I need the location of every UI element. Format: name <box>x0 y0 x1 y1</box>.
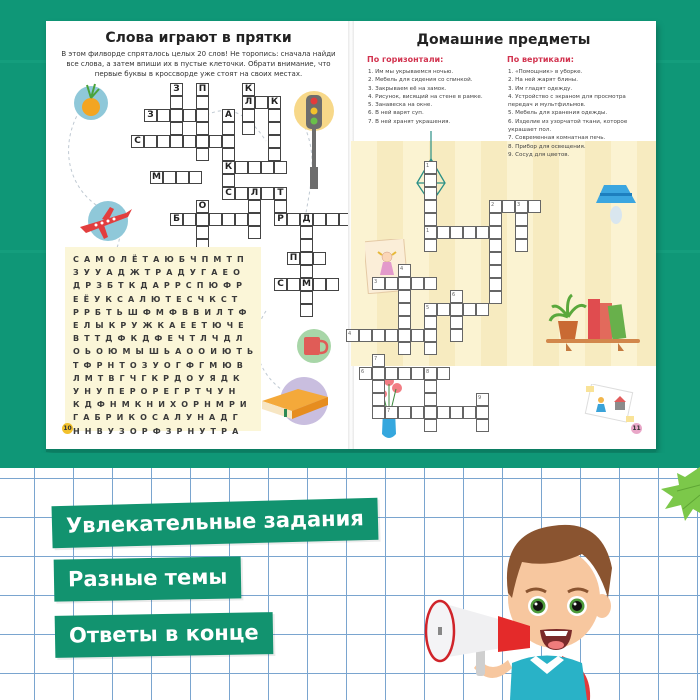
mug-illustration <box>294 328 334 368</box>
crossword-cell[interactable]: А <box>222 109 235 122</box>
crossword-cell[interactable] <box>489 213 502 226</box>
crossword-cell[interactable] <box>196 148 209 161</box>
feature-badge-engaging-tasks: Увлекательные задания <box>52 498 379 549</box>
crossword-cell[interactable] <box>463 303 476 316</box>
crossword-cell[interactable] <box>372 380 385 393</box>
crossword-cell[interactable] <box>424 200 437 213</box>
crossword-cell[interactable]: З <box>144 109 157 122</box>
word-search-row[interactable]: КДФНМКНИХОРНМРИ <box>73 400 252 410</box>
down-clue: 3. Им гладят одежду. <box>508 85 573 92</box>
down-clue: 8. Прибор для освещения. <box>508 143 586 150</box>
crossword-cell[interactable] <box>411 406 424 419</box>
crossword-cell[interactable] <box>450 329 463 342</box>
crossword-cell[interactable]: С <box>131 135 144 148</box>
down-clue-list <box>508 68 643 159</box>
crossword-cell[interactable] <box>242 122 255 135</box>
crossword-cell[interactable] <box>489 265 502 278</box>
crossword-cell[interactable] <box>398 316 411 329</box>
crossword-cell[interactable] <box>183 109 196 122</box>
traffic-light-illustration <box>294 89 334 203</box>
crossword-cell[interactable] <box>424 419 437 432</box>
crossword-cell[interactable] <box>476 393 489 406</box>
crossword-cell[interactable] <box>222 148 235 161</box>
airplane-illustration <box>76 199 136 248</box>
crossword-cell[interactable] <box>489 278 502 291</box>
crossword-cell[interactable] <box>196 226 209 239</box>
crossword-cell[interactable]: Б <box>170 213 183 226</box>
crossword-cell[interactable] <box>463 406 476 419</box>
crossword-cell[interactable] <box>424 213 437 226</box>
book-illustration <box>258 371 333 430</box>
crossword-cell[interactable] <box>248 226 261 239</box>
crossword-cell[interactable] <box>398 264 411 277</box>
shelf-plant-books-illustration <box>546 291 646 360</box>
crossword-cell[interactable] <box>170 122 183 135</box>
crossword-cell[interactable] <box>424 406 437 419</box>
cell-number: 1 <box>426 163 430 169</box>
crossword-cell[interactable] <box>476 303 489 316</box>
crossword-cell[interactable] <box>424 329 437 342</box>
across-clue: 5. Занавеска на окне. <box>368 102 433 109</box>
crossword-cell[interactable] <box>261 187 274 200</box>
page-number-right: 11 <box>632 425 641 432</box>
word-search-row[interactable]: ВТТДФКДФЕЧТЛЧДЛ <box>73 334 248 344</box>
down-heading: По вертикали: <box>507 55 574 64</box>
child-drawing-illustration <box>584 384 636 430</box>
crossword-cell[interactable] <box>222 174 235 187</box>
crossword-cell[interactable]: К <box>268 96 281 109</box>
down-clue: 6. Изделие из узорчатой ткани, которое украшает пол. <box>508 118 628 134</box>
crossword-cell[interactable] <box>424 367 437 380</box>
feature-badge-answers-at-end: Ответы в конце <box>55 612 273 658</box>
crossword-cell[interactable] <box>450 406 463 419</box>
crossword-cell[interactable] <box>424 303 437 316</box>
crossword-cell[interactable] <box>398 367 411 380</box>
boy-with-megaphone-illustration <box>412 488 652 700</box>
down-clue: 1. «Помощник» в уборке. <box>508 69 583 75</box>
crossword-cell[interactable] <box>170 96 183 109</box>
crossword-cell[interactable] <box>268 135 281 148</box>
crossword-cell[interactable] <box>274 161 287 174</box>
crossword-cell[interactable] <box>411 329 424 342</box>
word-search-row[interactable]: РРБТЬШФМФВВИЛТФ <box>73 307 252 317</box>
across-heading: По горизонтали: <box>367 55 444 64</box>
crossword-cell[interactable] <box>144 135 157 148</box>
crossword-cell[interactable] <box>476 226 489 239</box>
left-page <box>46 21 351 449</box>
crossword-cell[interactable] <box>235 161 248 174</box>
crossword-cell[interactable] <box>222 122 235 135</box>
table-lamp-illustration <box>594 181 639 245</box>
crossword-cell[interactable] <box>313 252 326 265</box>
crossword-cell[interactable] <box>372 406 385 419</box>
across-clue-list <box>368 68 508 126</box>
crossword-cell[interactable] <box>424 316 437 329</box>
crossword-cell[interactable] <box>235 213 248 226</box>
word-search-grid <box>65 247 261 436</box>
crossword-cell[interactable] <box>346 329 359 342</box>
word-search-row[interactable]: ГАБРИКОСАЛУНАДГ <box>73 413 243 423</box>
crossword-cell[interactable]: М <box>300 278 313 291</box>
right-page <box>348 21 656 449</box>
crossword-cell[interactable] <box>372 393 385 406</box>
crossword-cell[interactable] <box>450 290 463 303</box>
crossword-cell[interactable] <box>300 265 313 278</box>
crossword-cell[interactable]: П <box>287 252 300 265</box>
crossword-cell[interactable] <box>424 380 437 393</box>
crossword-cell[interactable] <box>235 187 248 200</box>
down-clue: 2. На ней жарят блины. <box>508 77 578 84</box>
word-search-row[interactable]: ОЬОЮМЫШЬАООИЮТЬ <box>73 347 259 357</box>
crossword-cell[interactable] <box>489 291 502 304</box>
crossword-cell[interactable] <box>489 252 502 265</box>
cell-number: 4 <box>400 266 404 272</box>
crossword-cell[interactable] <box>268 109 281 122</box>
cell-number: 1 <box>426 228 430 234</box>
crossword-cell[interactable] <box>424 342 437 355</box>
crossword-cell[interactable] <box>385 367 398 380</box>
crossword-cell[interactable]: Л <box>242 96 255 109</box>
word-search-row[interactable]: ННВУЗОРФЗРНУТРА <box>73 426 244 436</box>
cell-number: 3 <box>517 202 521 208</box>
crossword-cell[interactable] <box>222 135 235 148</box>
crossword-cell[interactable] <box>268 122 281 135</box>
crossword-cell[interactable] <box>398 290 411 303</box>
cell-number: 9 <box>478 395 482 401</box>
crossword-cell[interactable]: Р <box>274 213 287 226</box>
crossword-cell[interactable] <box>196 109 209 122</box>
crossword-cell[interactable] <box>424 187 437 200</box>
down-clue: 5. Мебель для хранения одежды. <box>508 110 608 117</box>
crossword-cell[interactable] <box>183 213 196 226</box>
crossword-cell[interactable] <box>528 200 541 213</box>
crossword-cell[interactable] <box>398 277 411 290</box>
word-search-row[interactable]: ЛМТВГЧГКРДОУЯДК <box>73 373 245 383</box>
crossword-cell[interactable] <box>424 239 437 252</box>
crossword-cell[interactable] <box>424 393 437 406</box>
crossword-cell[interactable] <box>313 278 326 291</box>
open-book <box>46 21 656 449</box>
cell-number: 8 <box>426 369 430 375</box>
maple-leaf-illustration <box>655 465 700 529</box>
crossword-cell[interactable] <box>170 109 183 122</box>
down-clue: 7. Современная комнатная печь. <box>508 135 606 142</box>
green-divider-strip <box>0 453 700 469</box>
crossword-cell[interactable] <box>196 135 209 148</box>
crossword-cell[interactable] <box>398 303 411 316</box>
crossword-cell[interactable] <box>157 135 170 148</box>
crossword-cell[interactable] <box>300 304 313 317</box>
crossword-cell[interactable] <box>248 200 261 213</box>
crossword-cell[interactable] <box>255 96 268 109</box>
word-search-row[interactable]: УНУПЕРОРЕГРТЧУН <box>73 387 241 397</box>
crossword-cell[interactable] <box>372 329 385 342</box>
cell-number: 6 <box>452 292 456 298</box>
crossword-cell[interactable] <box>437 367 450 380</box>
crossword-cell[interactable] <box>424 226 437 239</box>
crossword-cell[interactable] <box>411 277 424 290</box>
crossword-cell[interactable] <box>450 316 463 329</box>
crossword-cell[interactable]: О <box>196 200 209 213</box>
crossword-cell[interactable]: К <box>222 161 235 174</box>
cell-number: 6 <box>361 369 365 375</box>
crossword-cell[interactable] <box>385 329 398 342</box>
cell-number: 4 <box>348 331 352 337</box>
crossword-cell[interactable] <box>209 135 222 148</box>
crossword-cell[interactable] <box>515 213 528 226</box>
crossword-cell[interactable] <box>437 226 450 239</box>
feature-badge-various-topics: Разные темы <box>54 556 242 601</box>
crossword-cell[interactable] <box>300 291 313 304</box>
crossword-cell[interactable] <box>248 161 261 174</box>
crossword-cell[interactable] <box>313 213 326 226</box>
crossword-cell[interactable] <box>261 161 274 174</box>
crossword-cell[interactable] <box>170 135 183 148</box>
cell-number: 5 <box>426 305 430 311</box>
crossword-cell[interactable] <box>242 109 255 122</box>
crossword-cell[interactable] <box>411 367 424 380</box>
across-clue: 2. Мебель для сидения со спинкой. <box>368 77 473 84</box>
crossword-cell[interactable] <box>476 406 489 419</box>
crossword-cell[interactable] <box>183 135 196 148</box>
across-clue: 3. Закрываем её на замок. <box>368 85 447 92</box>
crossword-cell[interactable]: Л <box>248 187 261 200</box>
cell-number: 7 <box>374 356 378 362</box>
crossword-cell[interactable] <box>424 277 437 290</box>
crossword-cell[interactable]: М <box>150 171 163 184</box>
crossword-cell[interactable]: З <box>170 83 183 96</box>
crossword-cell[interactable]: П <box>196 83 209 96</box>
crossword-cell[interactable] <box>222 213 235 226</box>
crossword-cell[interactable] <box>489 200 502 213</box>
crossword-cell[interactable] <box>287 278 300 291</box>
onion-illustration <box>71 81 111 125</box>
crossword-cell[interactable] <box>359 367 372 380</box>
across-clue: 1. Им мы укрываемся ночью. <box>368 69 454 75</box>
crossword-cell[interactable] <box>326 213 339 226</box>
crossword-cell[interactable] <box>372 354 385 367</box>
word-search-row[interactable]: ДРЗБТКДАРРСПЮФР <box>73 281 248 291</box>
across-clue: 6. В ней варят суп. <box>368 110 424 117</box>
crossword-cell[interactable] <box>157 109 170 122</box>
cell-number: 2 <box>491 202 495 208</box>
crossword-cell[interactable] <box>268 148 281 161</box>
page-number-left: 10 <box>63 425 72 432</box>
crossword-cell[interactable] <box>274 200 287 213</box>
crossword-cell[interactable]: С <box>274 278 287 291</box>
crossword-cell[interactable] <box>489 239 502 252</box>
down-clue: 4. Устройство с экраном для просмотра передач и мультфильмов. <box>508 93 626 109</box>
cell-number: 7 <box>387 408 391 414</box>
crossword-cell[interactable] <box>196 213 209 226</box>
crossword-cell[interactable] <box>515 200 528 213</box>
crossword-cell[interactable] <box>196 96 209 109</box>
crossword-cell[interactable] <box>287 213 300 226</box>
word-search-row[interactable]: ЕЁУКСАЛЮТЕСЧКСТ <box>73 294 243 304</box>
crossword-cell[interactable]: К <box>242 83 255 96</box>
word-search-row[interactable]: САМОЛЁТАЮБЧПМТП <box>73 255 249 264</box>
crossword-cell[interactable] <box>300 239 313 252</box>
crossword-cell[interactable] <box>437 303 450 316</box>
crossword-cell[interactable] <box>437 406 450 419</box>
across-clue: 7. В ней хранят украшения. <box>368 118 451 125</box>
crossword-cell[interactable] <box>300 252 313 265</box>
left-page-title: Слова играют в прятки <box>105 30 292 46</box>
down-clue: 9. Сосуд для цветов. <box>508 151 570 158</box>
word-search-row[interactable]: ЕЛЫКРУЖКАЕЕТЮЧЕ <box>73 321 249 331</box>
crossword-cell[interactable] <box>398 406 411 419</box>
crossword-cell[interactable] <box>385 277 398 290</box>
crossword-cell[interactable] <box>502 200 515 213</box>
left-page-intro: В этом филворде спряталось целых 20 слов! Не торопись: сначала найди все слова, а затем впиши их в пустые клеточки. Обрати внимание, что первые буквы в кроссворде уже стоят на своих местах. <box>61 50 336 78</box>
crossword-cell[interactable] <box>326 278 339 291</box>
crossword-cell[interactable] <box>476 419 489 432</box>
crossword-cell[interactable] <box>359 329 372 342</box>
crossword-cell[interactable] <box>515 239 528 252</box>
crossword-cell[interactable] <box>398 329 411 342</box>
crossword-cell[interactable] <box>163 171 176 184</box>
cell-number: 3 <box>374 279 378 285</box>
crossword-cell[interactable]: Д <box>300 213 313 226</box>
crossword-cell[interactable] <box>196 122 209 135</box>
crossword-cell[interactable] <box>424 161 437 174</box>
crossword-cell[interactable]: Т <box>274 187 287 200</box>
crossword-cell[interactable] <box>176 171 189 184</box>
crossword-cell[interactable] <box>372 367 385 380</box>
crossword-cell[interactable] <box>515 226 528 239</box>
crossword-cell[interactable] <box>385 406 398 419</box>
crossword-cell[interactable] <box>209 213 222 226</box>
crossword-cell[interactable] <box>398 342 411 355</box>
crossword-cell[interactable] <box>489 226 502 239</box>
crossword-cell[interactable] <box>189 171 202 184</box>
crossword-cell[interactable]: С <box>222 187 235 200</box>
crossword-cell[interactable] <box>450 226 463 239</box>
across-clue: 4. Рисунок, висящий на стене в рамке. <box>368 93 483 100</box>
crossword-cell[interactable] <box>300 226 313 239</box>
crossword-cell[interactable] <box>424 174 437 187</box>
crossword-cell[interactable] <box>372 277 385 290</box>
word-search-row[interactable]: ЗУУАДЖТРАДУГАЕО <box>73 268 245 278</box>
crossword-cell[interactable] <box>463 226 476 239</box>
right-page-title: Домашние предметы <box>416 32 591 48</box>
crossword-cell[interactable] <box>450 303 463 316</box>
word-search-row[interactable]: ТФРНТОЗУОГФГМЮВ <box>73 360 248 370</box>
crossword-cell[interactable] <box>248 213 261 226</box>
